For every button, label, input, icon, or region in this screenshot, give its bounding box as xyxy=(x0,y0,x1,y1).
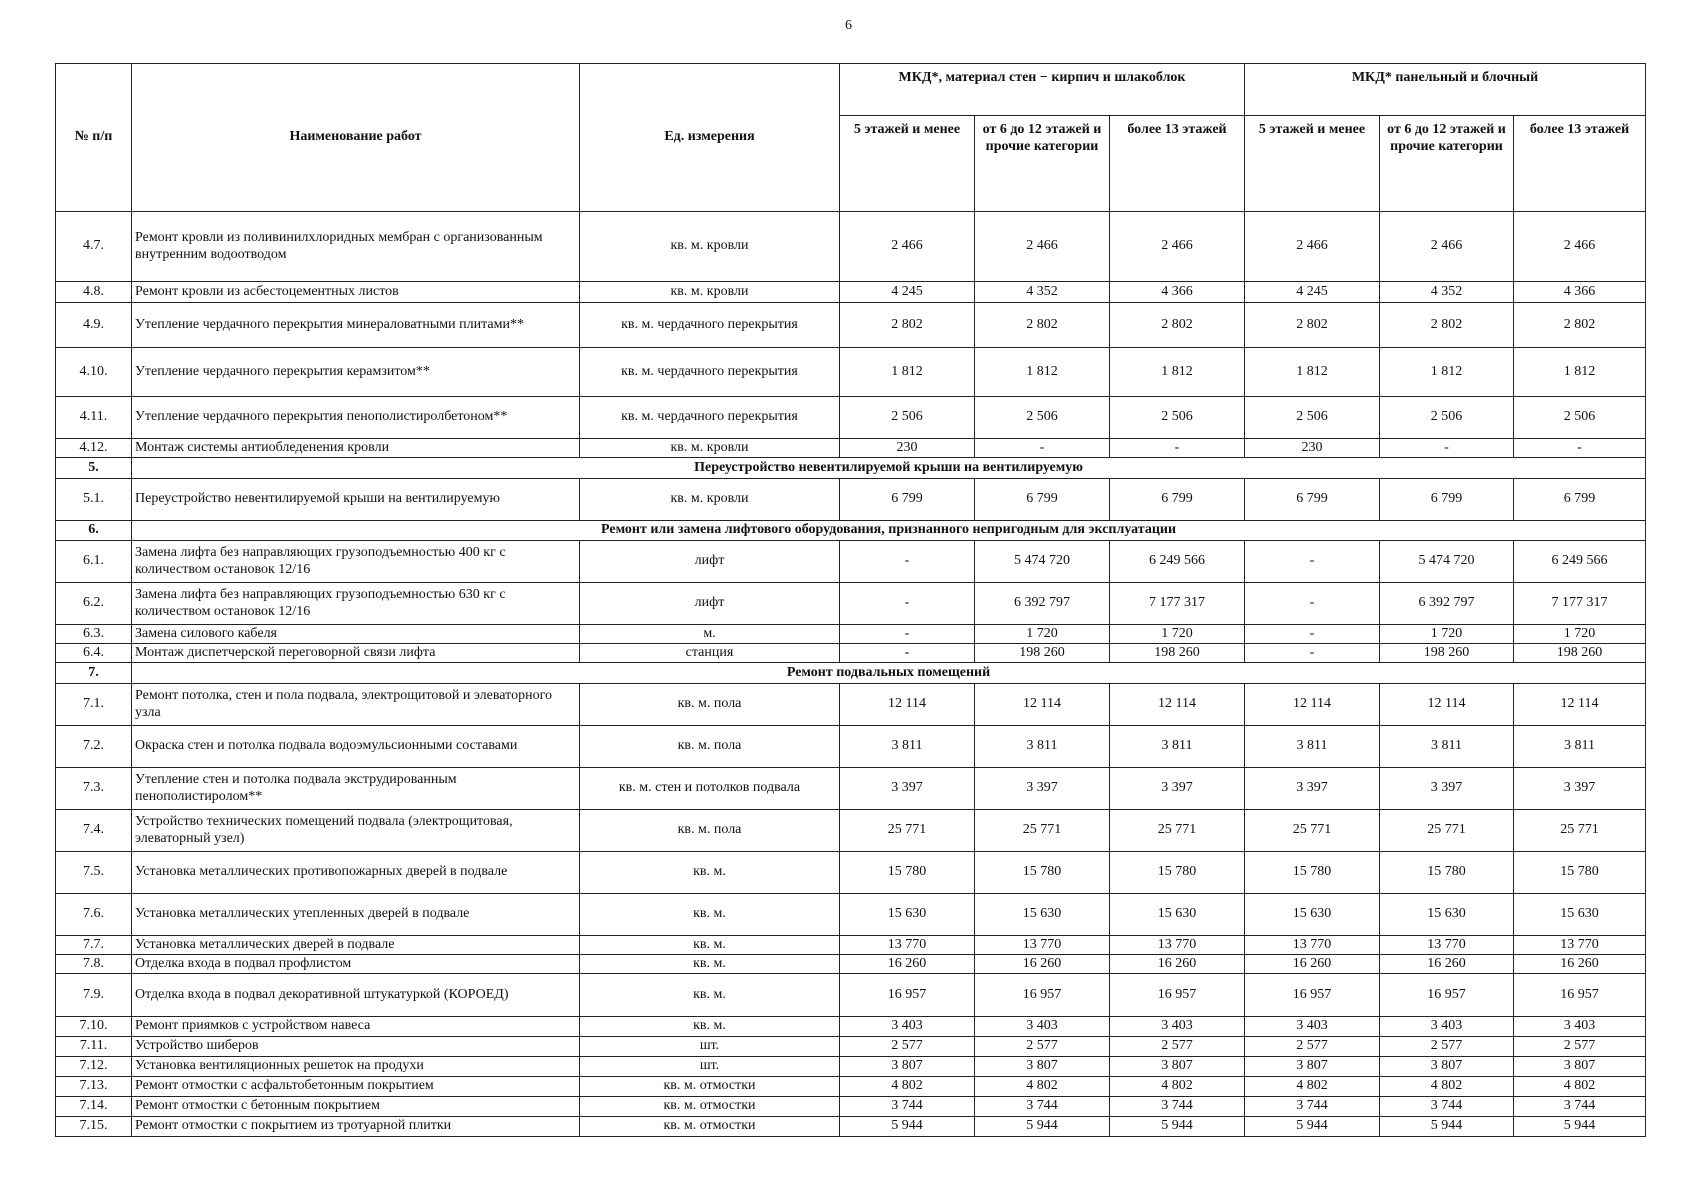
price-cell: 3 811 xyxy=(840,726,975,768)
unit-of-measure: кв. м. пола xyxy=(580,684,840,726)
work-name: Утепление чердачного перекрытия минераловатными плитами** xyxy=(132,303,580,348)
row-number: 7.14. xyxy=(56,1097,132,1117)
table-row xyxy=(56,810,1646,852)
row-number: 7.11. xyxy=(56,1037,132,1057)
price-cell: 4 802 xyxy=(1514,1077,1646,1097)
price-cell: 16 957 xyxy=(1514,974,1646,1017)
section-title: Переустройство невентилируемой крыши на вентилируемую xyxy=(132,458,1646,479)
row-number: 6.2. xyxy=(56,583,132,625)
work-name: Установка вентиляционных решеток на продухи xyxy=(132,1057,580,1077)
table-row xyxy=(56,348,1646,397)
unit-of-measure: кв. м. отмостки xyxy=(580,1097,840,1117)
price-cell: - xyxy=(840,541,975,583)
table-row xyxy=(56,282,1646,303)
section-number: 7. xyxy=(56,663,132,684)
price-cell: 5 944 xyxy=(1245,1117,1380,1137)
price-cell: 4 802 xyxy=(1245,1077,1380,1097)
price-cell: 6 249 566 xyxy=(1514,541,1646,583)
price-cell: 12 114 xyxy=(1514,684,1646,726)
section-row xyxy=(56,458,1646,479)
price-cell: 13 770 xyxy=(1110,936,1245,955)
price-cell: 15 630 xyxy=(840,894,975,936)
price-cell: 15 630 xyxy=(1245,894,1380,936)
price-cell: 2 577 xyxy=(975,1037,1110,1057)
price-cell: 4 245 xyxy=(840,282,975,303)
unit-of-measure: шт. xyxy=(580,1057,840,1077)
row-number: 4.12. xyxy=(56,439,132,458)
price-cell: 3 744 xyxy=(1514,1097,1646,1117)
unit-of-measure: кв. м. xyxy=(580,1017,840,1037)
price-cell: 15 780 xyxy=(1380,852,1514,894)
header-num: № п/п xyxy=(56,64,132,212)
price-cell: 6 392 797 xyxy=(1380,583,1514,625)
price-cell: 13 770 xyxy=(840,936,975,955)
price-cell: 6 799 xyxy=(840,479,975,521)
table-row xyxy=(56,212,1646,282)
price-cell: 2 802 xyxy=(1514,303,1646,348)
unit-of-measure: кв. м. чердачного перекрытия xyxy=(580,397,840,439)
rates-table xyxy=(55,63,1646,1137)
price-cell: 3 744 xyxy=(1110,1097,1245,1117)
header-group-panel: МКД* панельный и блочный xyxy=(1245,64,1646,116)
row-number: 7.5. xyxy=(56,852,132,894)
price-cell: 13 770 xyxy=(975,936,1110,955)
price-cell: - xyxy=(1245,541,1380,583)
price-cell: 3 397 xyxy=(975,768,1110,810)
price-cell: 2 802 xyxy=(1380,303,1514,348)
row-number: 7.15. xyxy=(56,1117,132,1137)
work-name: Ремонт кровли из асбестоцементных листов xyxy=(132,282,580,303)
price-cell: 2 802 xyxy=(1245,303,1380,348)
work-name: Ремонт отмостки с покрытием из тротуарной плитки xyxy=(132,1117,580,1137)
price-cell: 3 807 xyxy=(1110,1057,1245,1077)
table-row xyxy=(56,397,1646,439)
section-number: 6. xyxy=(56,521,132,541)
work-name: Устройство шиберов xyxy=(132,1037,580,1057)
table-row xyxy=(56,768,1646,810)
unit-of-measure: кв. м. xyxy=(580,936,840,955)
price-cell: 15 630 xyxy=(975,894,1110,936)
price-cell: 1 812 xyxy=(1514,348,1646,397)
price-cell: 1 720 xyxy=(1380,625,1514,644)
price-cell: - xyxy=(1245,625,1380,644)
price-cell: 3 811 xyxy=(975,726,1110,768)
table-row xyxy=(56,974,1646,1017)
price-cell: 15 630 xyxy=(1110,894,1245,936)
price-cell: 5 944 xyxy=(1110,1117,1245,1137)
work-name: Монтаж системы антиобледенения кровли xyxy=(132,439,580,458)
section-title: Ремонт подвальных помещений xyxy=(132,663,1646,684)
table-body xyxy=(56,212,1646,1137)
section-row xyxy=(56,521,1646,541)
price-cell: 1 720 xyxy=(975,625,1110,644)
price-cell: - xyxy=(840,625,975,644)
price-cell: 3 807 xyxy=(1245,1057,1380,1077)
price-cell: 3 807 xyxy=(1380,1057,1514,1077)
price-cell: 1 720 xyxy=(1110,625,1245,644)
price-cell: 3 744 xyxy=(1380,1097,1514,1117)
price-cell: 198 260 xyxy=(1110,644,1245,663)
price-cell: 25 771 xyxy=(1514,810,1646,852)
table-row xyxy=(56,955,1646,974)
row-number: 4.7. xyxy=(56,212,132,282)
unit-of-measure: кв. м. чердачного перекрытия xyxy=(580,303,840,348)
price-cell: 16 260 xyxy=(975,955,1110,974)
table-row xyxy=(56,303,1646,348)
price-cell: 2 466 xyxy=(1245,212,1380,282)
work-name: Окраска стен и потолка подвала водоэмульсионными составами xyxy=(132,726,580,768)
price-cell: 6 799 xyxy=(975,479,1110,521)
unit-of-measure: кв. м. xyxy=(580,852,840,894)
row-number: 7.4. xyxy=(56,810,132,852)
price-cell: 5 944 xyxy=(975,1117,1110,1137)
header-sub-13: более 13 этажей xyxy=(1110,116,1245,212)
price-cell: 5 944 xyxy=(840,1117,975,1137)
price-cell: - xyxy=(1245,644,1380,663)
unit-of-measure: кв. м. стен и потолков подвала xyxy=(580,768,840,810)
price-cell: 5 944 xyxy=(1514,1117,1646,1137)
price-cell: 1 812 xyxy=(1110,348,1245,397)
price-cell: 3 403 xyxy=(1110,1017,1245,1037)
price-cell: 16 260 xyxy=(1380,955,1514,974)
price-cell: 5 474 720 xyxy=(975,541,1110,583)
price-cell: - xyxy=(1110,439,1245,458)
table-row xyxy=(56,1097,1646,1117)
price-cell: 4 802 xyxy=(1380,1077,1514,1097)
price-cell: 4 366 xyxy=(1514,282,1646,303)
row-number: 7.2. xyxy=(56,726,132,768)
price-cell: 3 397 xyxy=(1110,768,1245,810)
price-cell: 16 260 xyxy=(840,955,975,974)
price-cell: 198 260 xyxy=(975,644,1110,663)
price-cell: 230 xyxy=(840,439,975,458)
table-row xyxy=(56,541,1646,583)
price-cell: 16 957 xyxy=(975,974,1110,1017)
price-cell: 3 403 xyxy=(1380,1017,1514,1037)
price-cell: 25 771 xyxy=(975,810,1110,852)
price-cell: 16 957 xyxy=(840,974,975,1017)
price-cell: 12 114 xyxy=(840,684,975,726)
price-cell: - xyxy=(1245,583,1380,625)
price-cell: 2 506 xyxy=(1110,397,1245,439)
price-cell: 3 403 xyxy=(1514,1017,1646,1037)
price-cell: 15 780 xyxy=(1110,852,1245,894)
price-cell: 2 577 xyxy=(1380,1037,1514,1057)
price-cell: 1 720 xyxy=(1514,625,1646,644)
price-cell: 1 812 xyxy=(1245,348,1380,397)
price-cell: 2 577 xyxy=(840,1037,975,1057)
table-row xyxy=(56,439,1646,458)
price-cell: 13 770 xyxy=(1514,936,1646,955)
row-number: 7.3. xyxy=(56,768,132,810)
price-cell: 4 802 xyxy=(840,1077,975,1097)
work-name: Замена силового кабеля xyxy=(132,625,580,644)
work-name: Отделка входа в подвал профлистом xyxy=(132,955,580,974)
price-cell: 7 177 317 xyxy=(1514,583,1646,625)
price-cell: 2 466 xyxy=(840,212,975,282)
price-cell: 25 771 xyxy=(840,810,975,852)
price-cell: 230 xyxy=(1245,439,1380,458)
work-name: Устройство технических помещений подвала (электрощитовая, элеваторный узел) xyxy=(132,810,580,852)
table-row xyxy=(56,1057,1646,1077)
price-cell: 6 392 797 xyxy=(975,583,1110,625)
row-number: 4.10. xyxy=(56,348,132,397)
header-group-brick: МКД*, материал стен − кирпич и шлакоблок xyxy=(840,64,1245,116)
work-name: Ремонт кровли из поливинилхлоридных мембран с организованным внутренним водоотводом xyxy=(132,212,580,282)
price-cell: 2 466 xyxy=(1514,212,1646,282)
row-number: 4.8. xyxy=(56,282,132,303)
price-cell: 4 352 xyxy=(1380,282,1514,303)
price-cell: 2 802 xyxy=(1110,303,1245,348)
price-cell: 13 770 xyxy=(1245,936,1380,955)
unit-of-measure: шт. xyxy=(580,1037,840,1057)
price-cell: 2 466 xyxy=(1380,212,1514,282)
price-cell: 4 802 xyxy=(975,1077,1110,1097)
price-cell: 2 506 xyxy=(1245,397,1380,439)
price-cell: - xyxy=(840,583,975,625)
row-number: 7.7. xyxy=(56,936,132,955)
table-row xyxy=(56,684,1646,726)
price-cell: 15 630 xyxy=(1380,894,1514,936)
price-cell: 3 744 xyxy=(975,1097,1110,1117)
section-number: 5. xyxy=(56,458,132,479)
work-name: Установка металлических утепленных дверей в подвале xyxy=(132,894,580,936)
table-row xyxy=(56,644,1646,663)
unit-of-measure: кв. м. xyxy=(580,974,840,1017)
work-name: Утепление чердачного перекрытия пенополистиролбетоном** xyxy=(132,397,580,439)
price-cell: 16 957 xyxy=(1110,974,1245,1017)
header-unit: Ед. измерения xyxy=(580,64,840,212)
table-row xyxy=(56,936,1646,955)
unit-of-measure: кв. м. кровли xyxy=(580,439,840,458)
price-cell: 198 260 xyxy=(1380,644,1514,663)
section-row xyxy=(56,663,1646,684)
work-name: Ремонт потолка, стен и пола подвала, электрощитовой и элеваторного узла xyxy=(132,684,580,726)
price-cell: - xyxy=(840,644,975,663)
price-cell: 2 577 xyxy=(1514,1037,1646,1057)
header-sub-5: 5 этажей и менее xyxy=(1245,116,1380,212)
price-cell: 3 397 xyxy=(1380,768,1514,810)
price-cell: 2 506 xyxy=(1514,397,1646,439)
work-name: Замена лифта без направляющих грузоподъемностью 400 кг с количеством остановок 12/16 xyxy=(132,541,580,583)
price-cell: 6 799 xyxy=(1245,479,1380,521)
price-cell: 2 506 xyxy=(840,397,975,439)
price-cell: 4 352 xyxy=(975,282,1110,303)
price-cell: - xyxy=(975,439,1110,458)
price-cell: 2 506 xyxy=(975,397,1110,439)
row-number: 7.9. xyxy=(56,974,132,1017)
table-row xyxy=(56,583,1646,625)
work-name: Установка металлических дверей в подвале xyxy=(132,936,580,955)
price-cell: 16 957 xyxy=(1245,974,1380,1017)
price-cell: 2 577 xyxy=(1245,1037,1380,1057)
price-cell: 2 466 xyxy=(975,212,1110,282)
price-cell: 7 177 317 xyxy=(1110,583,1245,625)
price-cell: 3 397 xyxy=(1245,768,1380,810)
price-cell: 3 397 xyxy=(1514,768,1646,810)
price-cell: 6 249 566 xyxy=(1110,541,1245,583)
price-cell: 1 812 xyxy=(840,348,975,397)
price-cell: 15 780 xyxy=(1245,852,1380,894)
row-number: 7.8. xyxy=(56,955,132,974)
unit-of-measure: м. xyxy=(580,625,840,644)
row-number: 6.3. xyxy=(56,625,132,644)
row-number: 4.11. xyxy=(56,397,132,439)
table-row xyxy=(56,852,1646,894)
unit-of-measure: кв. м. xyxy=(580,955,840,974)
work-name: Отделка входа в подвал декоративной штукатуркой (КОРОЕД) xyxy=(132,974,580,1017)
price-cell: 6 799 xyxy=(1514,479,1646,521)
price-cell: 16 260 xyxy=(1110,955,1245,974)
price-cell: 6 799 xyxy=(1380,479,1514,521)
price-cell: 3 807 xyxy=(1514,1057,1646,1077)
price-cell: 2 577 xyxy=(1110,1037,1245,1057)
price-cell: 3 811 xyxy=(1514,726,1646,768)
price-cell: 15 780 xyxy=(840,852,975,894)
price-cell: 2 802 xyxy=(975,303,1110,348)
unit-of-measure: кв. м. кровли xyxy=(580,479,840,521)
work-name: Утепление стен и потолка подвала экструдированным пенополистиролом** xyxy=(132,768,580,810)
section-title: Ремонт или замена лифтового оборудования, признанного непригодным для эксплуатации xyxy=(132,521,1646,541)
price-cell: 3 811 xyxy=(1380,726,1514,768)
work-name: Ремонт отмостки с бетонным покрытием xyxy=(132,1097,580,1117)
row-number: 7.10. xyxy=(56,1017,132,1037)
table-row xyxy=(56,1117,1646,1137)
price-cell: 12 114 xyxy=(1110,684,1245,726)
table-row xyxy=(56,1037,1646,1057)
unit-of-measure: кв. м. xyxy=(580,894,840,936)
price-cell: 12 114 xyxy=(1380,684,1514,726)
row-number: 7.13. xyxy=(56,1077,132,1097)
price-cell: 2 802 xyxy=(840,303,975,348)
price-cell: 3 403 xyxy=(1245,1017,1380,1037)
price-cell: 5 944 xyxy=(1380,1117,1514,1137)
price-cell: 3 403 xyxy=(840,1017,975,1037)
unit-of-measure: кв. м. пола xyxy=(580,810,840,852)
table-row xyxy=(56,625,1646,644)
unit-of-measure: лифт xyxy=(580,583,840,625)
work-name: Замена лифта без направляющих грузоподъемностью 630 кг с количеством остановок 12/16 xyxy=(132,583,580,625)
price-cell: 2 506 xyxy=(1380,397,1514,439)
work-name: Переустройство невентилируемой крыши на вентилируемую xyxy=(132,479,580,521)
price-cell: 1 812 xyxy=(975,348,1110,397)
price-cell: - xyxy=(1514,439,1646,458)
price-cell: 25 771 xyxy=(1380,810,1514,852)
row-number: 6.1. xyxy=(56,541,132,583)
price-cell: 12 114 xyxy=(1245,684,1380,726)
price-cell: 3 811 xyxy=(1110,726,1245,768)
unit-of-measure: лифт xyxy=(580,541,840,583)
unit-of-measure: кв. м. отмостки xyxy=(580,1117,840,1137)
price-cell: 3 807 xyxy=(975,1057,1110,1077)
price-cell: 25 771 xyxy=(1245,810,1380,852)
row-number: 7.12. xyxy=(56,1057,132,1077)
row-number: 7.6. xyxy=(56,894,132,936)
price-cell: 13 770 xyxy=(1380,936,1514,955)
unit-of-measure: кв. м. пола xyxy=(580,726,840,768)
row-number: 5.1. xyxy=(56,479,132,521)
price-cell: 25 771 xyxy=(1110,810,1245,852)
price-cell: 15 630 xyxy=(1514,894,1646,936)
price-cell: - xyxy=(1380,439,1514,458)
price-cell: 4 366 xyxy=(1110,282,1245,303)
unit-of-measure: кв. м. кровли xyxy=(580,282,840,303)
price-cell: 5 474 720 xyxy=(1380,541,1514,583)
price-cell: 16 957 xyxy=(1380,974,1514,1017)
table-row xyxy=(56,1017,1646,1037)
header-sub-6-12: от 6 до 12 этажей и прочие категории xyxy=(1380,116,1514,212)
page-number: 6 xyxy=(845,18,852,33)
row-number: 6.4. xyxy=(56,644,132,663)
price-cell: 16 260 xyxy=(1514,955,1646,974)
unit-of-measure: кв. м. отмостки xyxy=(580,1077,840,1097)
price-cell: 1 812 xyxy=(1380,348,1514,397)
price-cell: 15 780 xyxy=(1514,852,1646,894)
header-name: Наименование работ xyxy=(132,64,580,212)
header-sub-5: 5 этажей и менее xyxy=(840,116,975,212)
unit-of-measure: кв. м. кровли xyxy=(580,212,840,282)
unit-of-measure: кв. м. чердачного перекрытия xyxy=(580,348,840,397)
row-number: 4.9. xyxy=(56,303,132,348)
table-row xyxy=(56,894,1646,936)
row-number: 7.1. xyxy=(56,684,132,726)
header-sub-6-12: от 6 до 12 этажей и прочие категории xyxy=(975,116,1110,212)
table-row xyxy=(56,726,1646,768)
header-sub-13: более 13 этажей xyxy=(1514,116,1646,212)
table-row xyxy=(56,479,1646,521)
price-cell: 6 799 xyxy=(1110,479,1245,521)
price-cell: 3 744 xyxy=(1245,1097,1380,1117)
price-cell: 2 466 xyxy=(1110,212,1245,282)
price-cell: 4 802 xyxy=(1110,1077,1245,1097)
price-cell: 3 811 xyxy=(1245,726,1380,768)
work-name: Ремонт приямков с устройством навеса xyxy=(132,1017,580,1037)
price-cell: 3 397 xyxy=(840,768,975,810)
table-header xyxy=(56,64,1646,212)
price-cell: 15 780 xyxy=(975,852,1110,894)
unit-of-measure: станция xyxy=(580,644,840,663)
price-cell: 3 744 xyxy=(840,1097,975,1117)
work-name: Ремонт отмостки с асфальтобетонным покрытием xyxy=(132,1077,580,1097)
price-cell: 16 260 xyxy=(1245,955,1380,974)
work-name: Монтаж диспетчерской переговорной связи лифта xyxy=(132,644,580,663)
price-cell: 4 245 xyxy=(1245,282,1380,303)
table-row xyxy=(56,1077,1646,1097)
price-cell: 3 807 xyxy=(840,1057,975,1077)
price-cell: 12 114 xyxy=(975,684,1110,726)
price-cell: 3 403 xyxy=(975,1017,1110,1037)
work-name: Установка металлических противопожарных дверей в подвале xyxy=(132,852,580,894)
price-cell: 198 260 xyxy=(1514,644,1646,663)
work-name: Утепление чердачного перекрытия керамзитом** xyxy=(132,348,580,397)
